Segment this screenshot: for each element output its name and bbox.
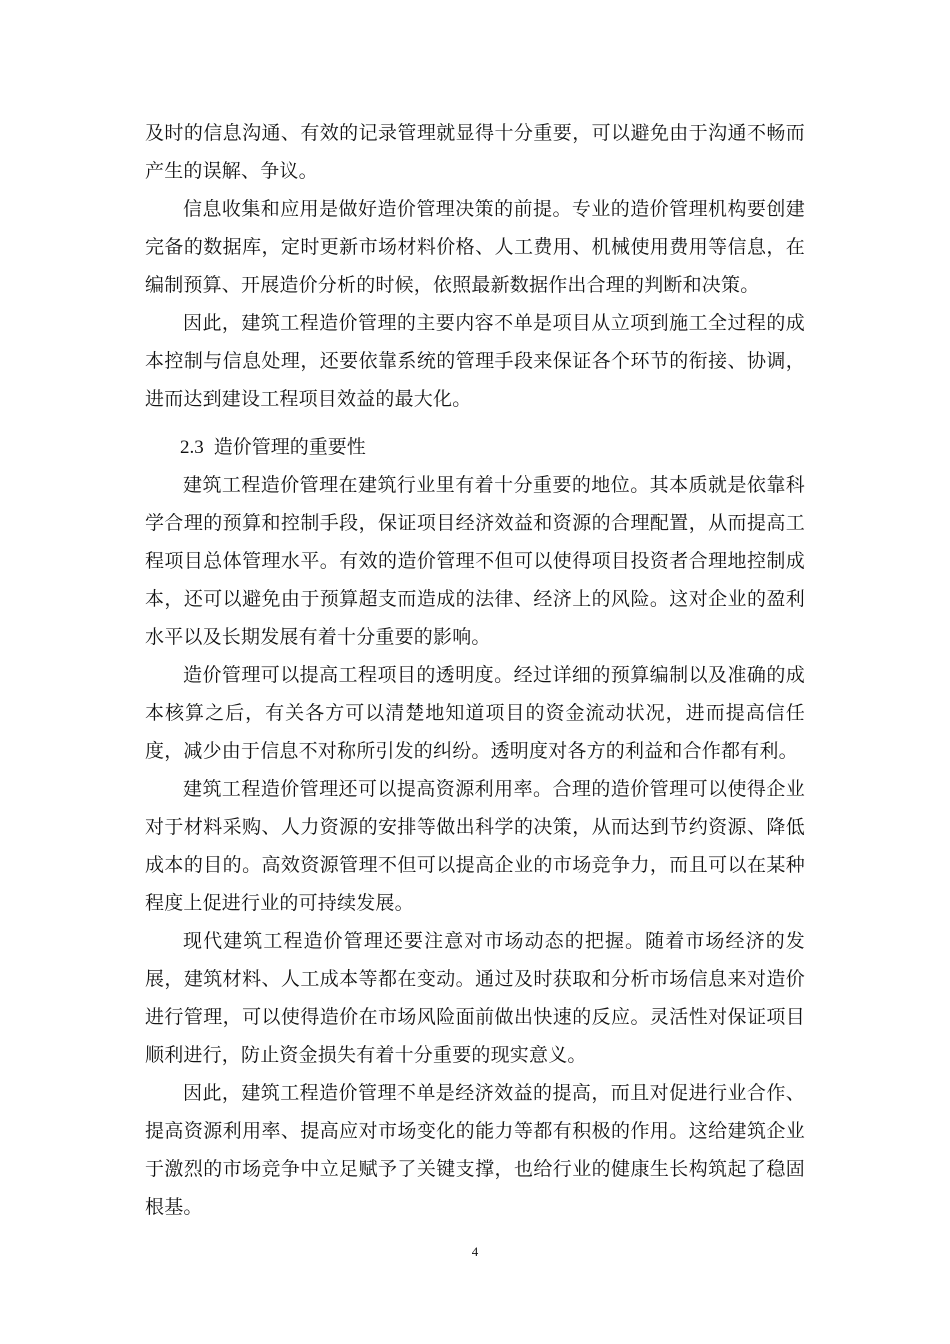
page-number: 4	[471, 1244, 479, 1259]
section-heading-title: 造价管理的重要性	[213, 436, 366, 458]
paragraph-info-collection: 信息收集和应用是做好造价管理决策的前提。专业的造价管理机构要创建完备的数据库，定时更新市场材料价格、人工费用、机械使用费用等信息，在编制预算、开展造价分析的时候，依照最新数据作出合理的判断和决策。	[145, 198, 805, 296]
paragraph-resource-utilization: 建筑工程造价管理还可以提高资源利用率。合理的造价管理可以使得企业对于材料采购、人力资源的安排等做出科学的决策，从而达到节约资源、降低成本的目的。高效资源管理不但可以提高企业的市场竞争力，而且可以在某种程度上促进行业的可持续发展。	[145, 778, 805, 914]
paragraph-continuation: 及时的信息沟通、有效的记录管理就显得十分重要，可以避免由于沟通不畅而产生的误解、争议。	[145, 122, 805, 182]
section-2-3-body	[145, 466, 805, 1226]
paragraph-transparency: 造价管理可以提高工程项目的透明度。经过详细的预算编制以及准确的成本核算之后，有关各方可以清楚地知道项目的资金流动状况，进而提高信任度，减少由于信息不对称所引发的纠纷。透明度对各方的利益和合作都有利。	[145, 664, 805, 762]
section-heading-number: 2.3	[180, 437, 204, 458]
section-2-2-tail	[145, 114, 805, 418]
paragraph-conclusion: 因此，建筑工程造价管理不单是经济效益的提高，而且对促进行业合作、提高资源利用率、提高应对市场变化的能力等都有积极的作用。这给建筑企业于激烈的市场竞争中立足赋予了关键支撑，也给行业的健康生长构筑起了稳固根基。	[145, 1082, 805, 1218]
paragraph-importance: 建筑工程造价管理在建筑行业里有着十分重要的地位。其本质就是依靠科学合理的预算和控制手段，保证项目经济效益和资源的合理配置，从而提高工程项目总体管理水平。有效的造价管理不但可以使得项目投资者合理地控制成本，还可以避免由于预算超支而造成的法律、经济上的风险。这对企业的盈利水平以及长期发展有着十分重要的影响。	[145, 474, 805, 648]
paragraph-summary-content: 因此，建筑工程造价管理的主要内容不单是项目从立项到施工全过程的成本控制与信息处理，还要依靠系统的管理手段来保证各个环节的衔接、协调，进而达到建设工程项目效益的最大化。	[145, 312, 805, 410]
section-heading	[180, 428, 366, 467]
paragraph-market-dynamics: 现代建筑工程造价管理还要注意对市场动态的把握。随着市场经济的发展，建筑材料、人工成本等都在变动。通过及时获取和分析市场信息来对造价进行管理，可以使得造价在市场风险面前做出快速的反应。灵活性对保证项目顺利进行，防止资金损失有着十分重要的现实意义。	[145, 930, 805, 1066]
